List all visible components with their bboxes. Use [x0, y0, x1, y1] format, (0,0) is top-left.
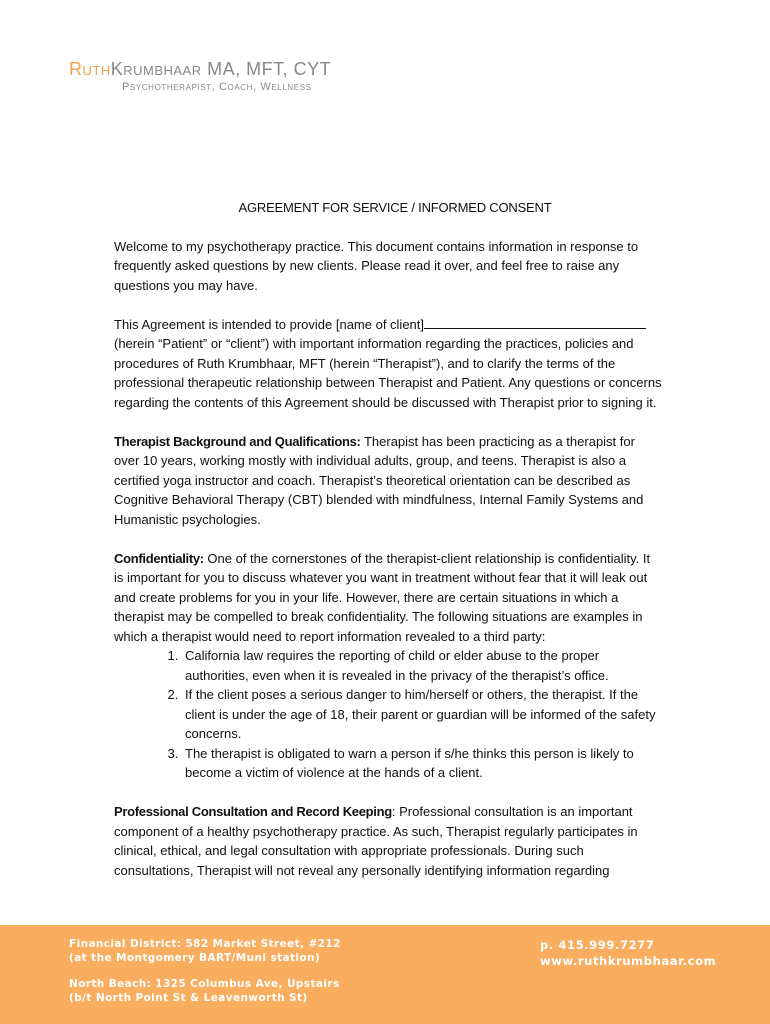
first-name: Ruth [69, 59, 111, 79]
practitioner-subtitle: Psychotherapist, Coach, Wellness [122, 81, 312, 93]
letterhead [69, 58, 331, 93]
office2-note: (b/t North Point St & Leavenworth St) [69, 992, 308, 1004]
list-item: 3. The therapist is obligated to warn a person if s/he thinks this person is likely to become a victim of violence at the hands of a client. [182, 744, 662, 783]
background-paragraph [114, 432, 662, 530]
client-name-blank[interactable] [424, 315, 646, 329]
office-addresses [69, 937, 341, 1005]
agreement-paragraph [114, 315, 662, 413]
background-heading: Therapist Background and Qualifications: [114, 433, 361, 449]
confidentiality-paragraph [114, 549, 662, 647]
agreement-text-end: (herein “Patient” or “client”) with important information regarding the practices, policies and procedures of Ruth Krumbhaar, MFT (herein “Therapist”), and to clarify the terms of the professional therapeutic relationship between Therapist and Patient. Any questions or concerns regarding the contents of this Agreement should be discussed with Therapist prior to signing it. [114, 336, 662, 410]
list-item: 2. If the client poses a serious danger to him/herself or others, the therapist. If the client is under the age of 18, their parent or guardian will be informed of the safety concerns. [182, 685, 662, 744]
consultation-heading: Professional Consultation and Record Keeping [114, 804, 392, 819]
confidentiality-heading: Confidentiality: [114, 550, 204, 566]
confidentiality-section [114, 549, 662, 783]
office2-address: North Beach: 1325 Columbus Ave, Upstairs [69, 978, 340, 990]
agreement-text-start: This Agreement is intended to provide [name of client] [114, 316, 425, 332]
office-north-beach [69, 977, 341, 1005]
practitioner-name [69, 58, 331, 80]
welcome-paragraph: Welcome to my psychotherapy practice. This document contains information in response to frequently asked questions by new clients. Please read it over, and feel free to raise any questions you may have. [114, 238, 639, 293]
consultation-text: : Professional consultation is an important component of a healthy psychotherapy practice. As such, Therapist regularly participates in clinical, ethical, and legal consultation with appropriate professionals. During such consultations, Therapist will not reveal any personally identifying information regarding [114, 804, 638, 878]
office1-address: Financial District: 582 Market Street, #212 [69, 938, 341, 950]
list-item: 1. California law requires the reporting of child or elder abuse to the proper authorities, even when it is revealed in the privacy of the therapist’s office. [182, 646, 662, 685]
document-body [114, 198, 662, 900]
office1-note: (at the Montgomery BART/Muni station) [69, 952, 321, 964]
background-text: Therapist has been practicing as a therapist for over 10 years, working mostly with individual adults, group, and teens. Therapist is also a certified yoga instructor and coach. Therapist’s theoretical orientation can be described as Cognitive Behavioral Therapy (CBT) blended with mindfulness, Internal Family Systems and Humanistic psychologies. [114, 433, 644, 527]
office-financial-district [69, 937, 341, 965]
website-link[interactable]: www.ruthkrumbhaar.com [540, 954, 717, 968]
confidentiality-text: One of the cornerstones of the therapist-client relationship is confidentiality. It is important for you to discuss whatever you want in treatment without fear that it will leak out and create problems for you in your life. However, there are certain situations in which a therapist may be compelled to break confidentiality. The following situations are examples in which a therapist would need to report information revealed to a third party: [114, 550, 651, 644]
footer-bar [0, 925, 770, 1024]
confidentiality-list [114, 646, 662, 783]
phone-number: p. 415.999.7277 [540, 938, 655, 952]
document-title: AGREEMENT FOR SERVICE / INFORMED CONSENT [238, 200, 552, 215]
contact-info [540, 937, 716, 969]
last-name-credentials: Krumbhaar MA, MFT, CYT [110, 59, 332, 79]
consultation-paragraph [114, 802, 662, 880]
